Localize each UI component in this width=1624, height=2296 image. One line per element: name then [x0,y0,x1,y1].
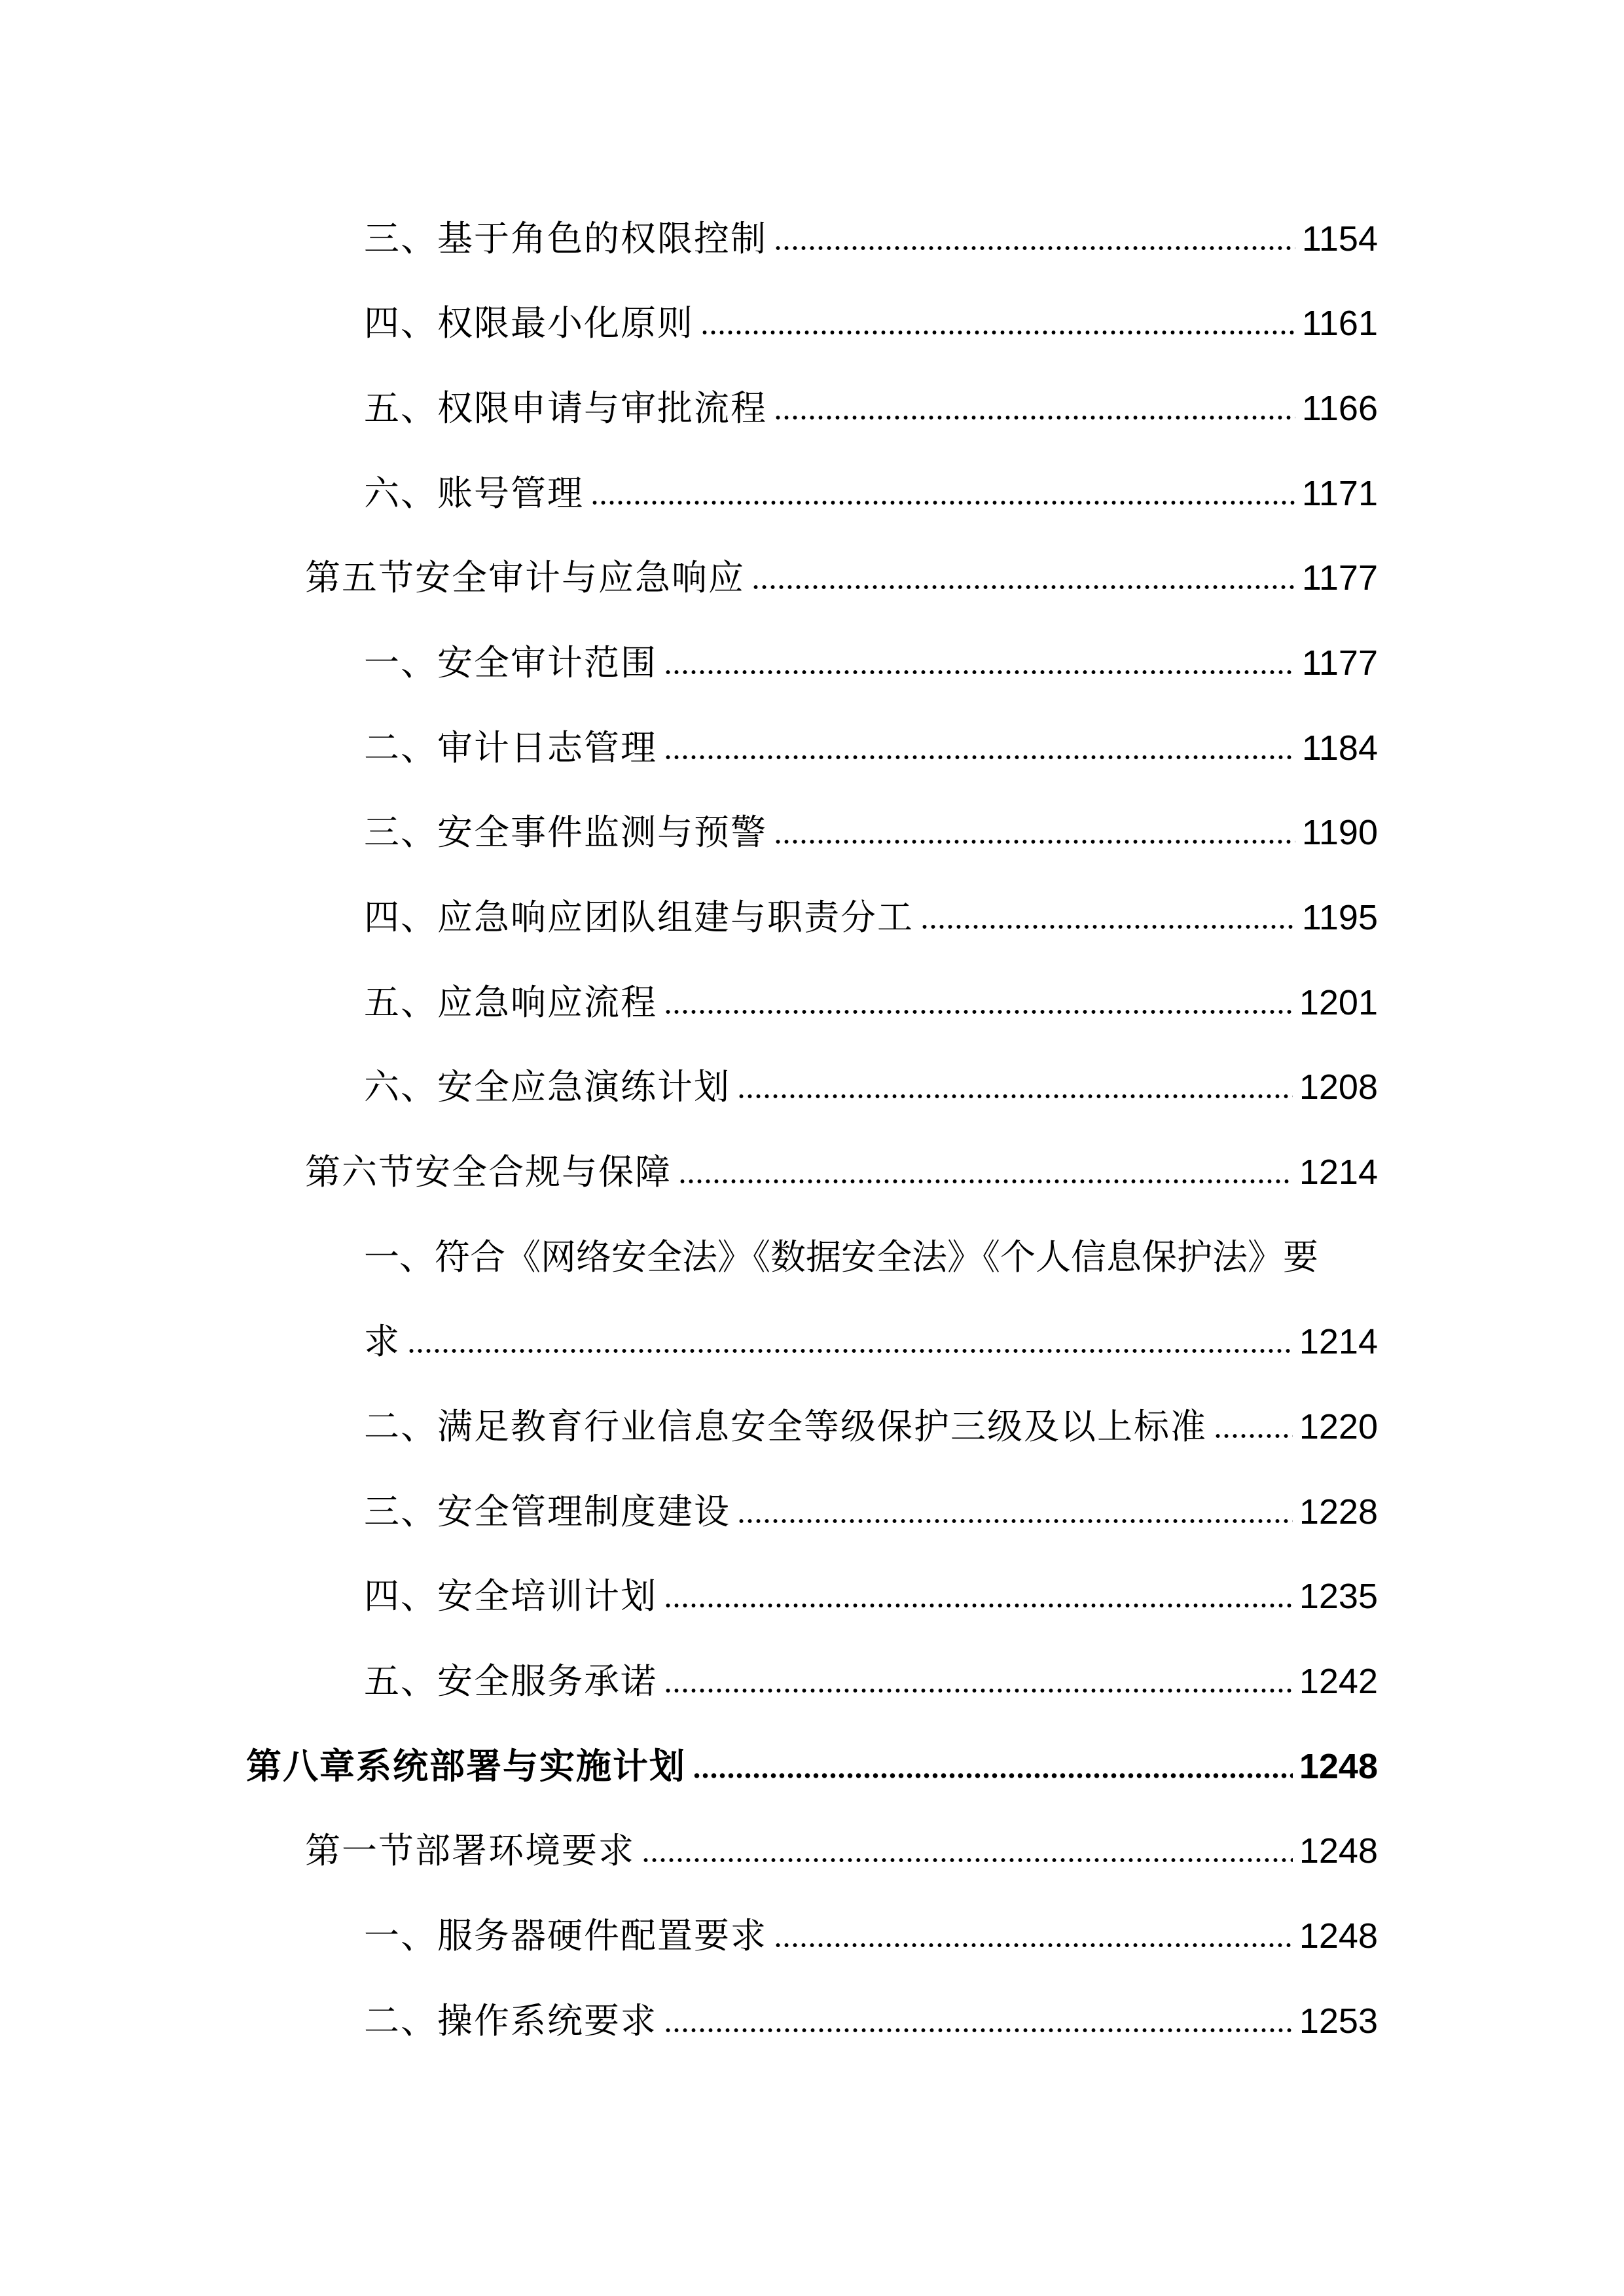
toc-entry-title: 二、审计日志管理 [364,727,657,768]
toc-entry[interactable] [364,1995,1378,2047]
toc-dot-leader [664,668,1295,676]
toc-page-number: 1171 [1301,474,1378,513]
toc-dot-leader [737,1517,1293,1525]
toc-dot-leader [774,414,1295,422]
toc-entry-title: 二、操作系统要求 [364,2000,657,2041]
toc-dot-leader [664,1687,1293,1695]
toc-dot-leader [590,499,1295,507]
toc-entry-title: 三、基于角色的权限控制 [364,218,767,259]
toc-dot-leader [774,1941,1293,1949]
toc-page-number: 1166 [1301,389,1378,428]
toc-dot-leader [751,583,1295,591]
toc-entry-title: 一、服务器硬件配置要求 [364,1915,767,1956]
toc-entry-title: 第六节安全合规与保障 [305,1151,672,1193]
toc-entry-title: 四、权限最小化原则 [364,302,694,344]
toc-entry-title: 一、安全审计范围 [364,642,657,683]
toc-entry[interactable] [364,382,1378,435]
toc-dot-leader [774,244,1295,252]
toc-entry-title: 五、权限申请与审批流程 [364,387,767,429]
toc-page-number: 1248 [1299,1916,1378,1956]
toc-entry[interactable] [364,1401,1378,1453]
toc-page-number: 1154 [1301,219,1378,259]
toc-page-number: 1214 [1299,1153,1378,1192]
toc-dot-leader [1214,1432,1293,1440]
toc-page-number: 1242 [1299,1662,1378,1701]
toc-page-number: 1177 [1301,558,1378,598]
toc-entry-title: 五、安全服务承诺 [364,1660,657,1702]
toc-entry[interactable] [364,1061,1378,1113]
toc-entry-title: 第五节安全审计与应急响应 [305,557,745,598]
toc-entry[interactable] [364,297,1378,350]
toc-entry-title-continued: 求 [364,1321,401,1362]
toc-page-number: 1228 [1299,1492,1378,1532]
toc-entry[interactable] [364,1570,1378,1623]
toc-entry-title: 五、应急响应流程 [364,982,657,1023]
toc-entry[interactable] [364,1655,1378,1708]
toc-dot-leader [700,329,1295,336]
toc-entry-title: 四、安全培训计划 [364,1575,657,1617]
toc-section-entry[interactable] [305,1146,1378,1198]
toc-dot-leader [664,2026,1293,2034]
toc-page-number: 1253 [1299,2001,1378,2041]
toc-entry-wrapped-line1[interactable] [364,1231,1378,1283]
toc-entry[interactable] [364,722,1378,774]
toc-section-entry[interactable] [305,552,1378,604]
toc-entry[interactable] [364,806,1378,859]
toc-entry-title: 一、符合《网络安全法》《数据安全法》《个人信息保护法》要 [364,1236,1318,1278]
toc-entry[interactable] [364,977,1378,1029]
toc-page-number: 1214 [1299,1322,1378,1361]
toc-dot-leader [920,923,1295,931]
toc-section-entry[interactable] [305,1825,1378,1877]
toc-page-number: 1184 [1301,728,1378,768]
toc-page-number: 1248 [1299,1747,1378,1786]
toc-page-number: 1177 [1301,643,1378,683]
toc-entry[interactable] [364,467,1378,520]
toc-entry-title: 四、应急响应团队组建与职责分工 [364,897,914,938]
toc-entry[interactable] [364,213,1378,265]
toc-entry[interactable] [364,1910,1378,1962]
toc-entry-title: 六、安全应急演练计划 [364,1066,731,1107]
toc-page-number: 1201 [1299,983,1378,1022]
toc-entry-title: 第八章系统部署与实施计划 [246,1746,686,1787]
toc-dot-leader [641,1856,1293,1864]
toc-entry-title: 六、账号管理 [364,473,584,514]
toc-chapter-entry[interactable] [246,1740,1378,1793]
toc-page-number: 1248 [1299,1831,1378,1871]
toc-dot-leader [774,838,1295,846]
toc-page-number: 1208 [1299,1067,1378,1107]
toc-entry[interactable] [364,637,1378,689]
toc-entry-title: 三、安全管理制度建设 [364,1491,731,1532]
toc-dot-leader [664,753,1295,761]
toc-page-number: 1161 [1301,304,1378,343]
toc-entry-wrapped-line2[interactable] [364,1316,1378,1368]
toc-dot-leader [737,1092,1293,1100]
toc-dot-leader [407,1347,1293,1355]
toc-entry-title: 三、安全事件监测与预警 [364,812,767,853]
toc-page-number: 1235 [1299,1577,1378,1616]
toc-dot-leader [693,1772,1293,1780]
toc-page-number: 1220 [1299,1407,1378,1446]
toc-entry-title: 二、满足教育行业信息安全等级保护三级及以上标准 [364,1406,1207,1447]
toc-dot-leader [664,1008,1293,1016]
toc-dot-leader [678,1177,1293,1185]
toc-page-number: 1195 [1301,898,1378,937]
toc-entry[interactable] [364,891,1378,944]
toc-entry-title: 第一节部署环境要求 [305,1830,635,1871]
toc-page-number: 1190 [1301,813,1378,852]
toc-entry[interactable] [364,1486,1378,1538]
toc-dot-leader [664,1602,1293,1609]
